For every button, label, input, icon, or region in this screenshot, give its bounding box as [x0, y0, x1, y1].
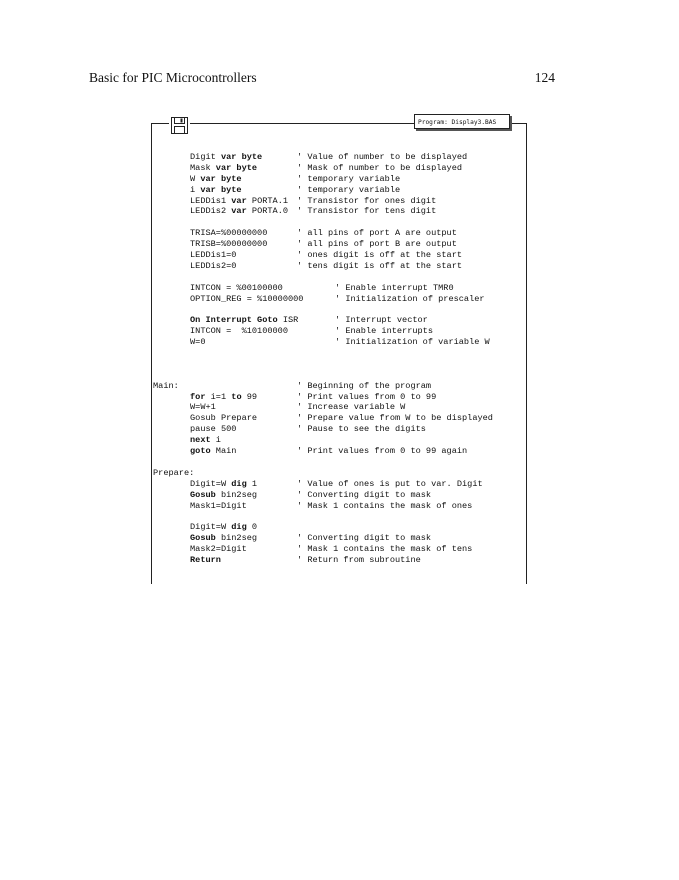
code-text: Main — [210, 446, 237, 457]
code-text: TRISB=%00000000 — [190, 239, 268, 250]
code-comment: ' Mask 1 contains the mask of ones — [297, 500, 473, 511]
code-comment: ' ones digit is off at the start — [297, 250, 463, 261]
code-text: Mask — [190, 162, 216, 173]
code-keyword: var — [231, 206, 247, 217]
code-statement — [190, 402, 216, 412]
code-comment: ' Mask of number to be displayed — [297, 162, 463, 173]
code-text: LEDDis1=0 — [190, 250, 237, 261]
code-text: LEDDis2 — [190, 206, 232, 217]
page-header-title: Basic for PIC Microcontrollers — [89, 70, 257, 85]
code-keyword: goto — [190, 446, 211, 457]
code-line — [152, 457, 524, 468]
code-line — [152, 239, 524, 250]
code-text: i — [210, 435, 221, 446]
code-line — [152, 381, 524, 392]
code-keyword: Gosub — [190, 533, 216, 544]
code-comment: ' Increase variable W — [297, 402, 406, 413]
code-label: Main: — [153, 380, 179, 391]
code-keyword: for — [190, 391, 206, 402]
code-line — [152, 435, 524, 446]
code-line — [152, 348, 524, 359]
code-line — [152, 392, 524, 403]
code-text: pause 500 — [190, 424, 237, 435]
page-number: 124 — [534, 70, 555, 85]
code-keyword: Gosub — [190, 489, 216, 500]
code-statement — [190, 337, 205, 347]
code-text: PORTA.0 — [246, 206, 289, 217]
code-keyword: next — [190, 435, 211, 446]
code-text: INTCON = %00100000 — [190, 282, 283, 293]
code-line — [152, 185, 524, 196]
code-statement — [190, 533, 257, 543]
code-keyword: to — [231, 391, 242, 402]
code-line — [152, 370, 524, 381]
code-line — [152, 501, 524, 512]
code-statement — [190, 283, 283, 293]
code-comment: ' Return from subroutine — [297, 554, 421, 565]
code-text: i — [190, 184, 201, 195]
code-comment: ' Mask 1 contains the mask of tens — [297, 544, 473, 555]
code-line — [152, 163, 524, 174]
code-text: Gosub Prepare — [190, 413, 258, 424]
code-line — [152, 228, 524, 239]
code-comment: ' Print values from 0 to 99 again — [297, 446, 468, 457]
code-line — [152, 424, 524, 435]
code-statement — [190, 261, 236, 271]
code-keyword: dig — [231, 478, 247, 489]
code-line — [152, 272, 524, 283]
code-text: bin2seg — [215, 533, 258, 544]
code-line — [152, 217, 524, 228]
program-title-label: Program: Display3.BAS — [414, 114, 510, 129]
floppy-disk-icon[interactable] — [169, 117, 190, 134]
code-text: W=0 — [190, 337, 206, 348]
code-text: Mask2=Digit — [190, 544, 247, 555]
code-text: 0 — [246, 522, 258, 533]
code-statement — [190, 479, 257, 489]
code-text: INTCON = %10100000 — [190, 326, 288, 337]
code-line — [152, 446, 524, 457]
code-comment: ' Initialization of variable W — [335, 337, 490, 348]
code-text: 99 — [241, 391, 258, 402]
code-statement — [190, 392, 257, 402]
code-line — [152, 490, 524, 501]
code-comment: ' Transistor for ones digit — [297, 195, 437, 206]
code-statement — [190, 315, 298, 325]
code-comment: ' tens digit is off at the start — [297, 260, 463, 271]
code-keyword: Return — [190, 554, 221, 565]
code-line — [152, 522, 524, 533]
code-text: i=1 — [205, 391, 232, 402]
code-line — [152, 468, 524, 479]
code-statement — [190, 174, 242, 184]
code-line — [152, 479, 524, 490]
code-text: Digit — [190, 152, 221, 162]
code-statement — [190, 490, 257, 500]
code-statement — [190, 424, 236, 434]
code-statement — [190, 413, 257, 423]
code-line — [152, 413, 524, 424]
code-comment: ' Transistor for tens digit — [297, 206, 437, 217]
code-comment: ' Enable interrupts — [335, 326, 433, 337]
code-statement — [190, 228, 267, 238]
code-statement — [190, 152, 262, 162]
code-statement — [190, 555, 221, 565]
code-text: 1 — [246, 478, 258, 489]
code-keyword: dig — [231, 522, 247, 533]
code-statement — [190, 239, 267, 249]
code-line — [152, 511, 524, 522]
code-comment: ' Value of ones is put to var. Digit — [297, 478, 483, 489]
code-text: ISR — [277, 315, 299, 326]
code-line — [152, 326, 524, 337]
code-comment: ' Beginning of the program — [297, 380, 432, 391]
code-statement — [190, 446, 236, 456]
code-text: Mask1=Digit — [190, 500, 247, 511]
code-comment: ' Value of number to be displayed — [297, 152, 468, 162]
code-comment: ' Pause to see the digits — [297, 424, 426, 435]
code-comment: ' Converting digit to mask — [297, 533, 432, 544]
code-keyword: var byte — [200, 173, 242, 184]
code-text: W=W+1 — [190, 402, 216, 413]
code-text: W — [190, 173, 201, 184]
code-label: Prepare: — [153, 467, 195, 478]
code-line — [152, 152, 524, 163]
code-comment: ' temporary variable — [297, 184, 401, 195]
code-statement — [190, 294, 303, 304]
code-keyword: var byte — [215, 162, 258, 173]
code-statement — [190, 522, 257, 532]
code-text: Digit=W — [190, 522, 232, 533]
code-line — [152, 261, 524, 272]
code-comment: ' all pins of port B are output — [297, 239, 457, 250]
code-comment: ' Enable interrupt TMR0 — [335, 282, 454, 293]
code-comment: ' temporary variable — [297, 173, 401, 184]
code-listing — [152, 152, 524, 566]
code-comment: ' all pins of port A are output — [297, 228, 457, 239]
code-text: Digit=W — [190, 478, 232, 489]
code-keyword: var byte — [200, 184, 242, 195]
code-line — [152, 359, 524, 370]
code-text: OPTION_REG = %10000000 — [190, 293, 304, 304]
code-line — [152, 174, 524, 185]
code-line — [152, 337, 524, 348]
code-line — [152, 250, 524, 261]
code-statement — [190, 501, 247, 511]
code-comment: ' Prepare value from W to be displayed — [297, 413, 493, 424]
code-text: LEDDis1 — [190, 195, 232, 206]
code-text: bin2seg — [215, 489, 258, 500]
code-statement — [190, 196, 288, 206]
code-line — [152, 304, 524, 315]
code-line — [152, 315, 524, 326]
code-line — [152, 294, 524, 305]
code-statement — [190, 163, 257, 173]
code-keyword: var byte — [220, 152, 263, 162]
code-line — [152, 206, 524, 217]
code-line — [152, 533, 524, 544]
code-comment: ' Print values from 0 to 99 — [297, 391, 437, 402]
code-statement — [190, 435, 221, 445]
code-statement — [190, 185, 242, 195]
code-line — [152, 402, 524, 413]
code-line — [152, 283, 524, 294]
code-statement — [190, 544, 247, 554]
code-statement — [190, 206, 288, 216]
code-text: PORTA.1 — [246, 195, 289, 206]
code-line — [152, 196, 524, 207]
code-statement — [190, 326, 288, 336]
code-keyword: On Interrupt Goto — [190, 315, 278, 326]
code-text: LEDDis2=0 — [190, 260, 237, 271]
code-keyword: var — [231, 195, 247, 206]
code-line — [152, 555, 524, 566]
code-line — [152, 544, 524, 555]
code-comment: ' Converting digit to mask — [297, 489, 432, 500]
code-comment: ' Initialization of prescaler — [335, 293, 485, 304]
code-comment: ' Interrupt vector — [335, 315, 428, 326]
code-statement — [190, 250, 236, 260]
code-text: TRISA=%00000000 — [190, 228, 268, 239]
